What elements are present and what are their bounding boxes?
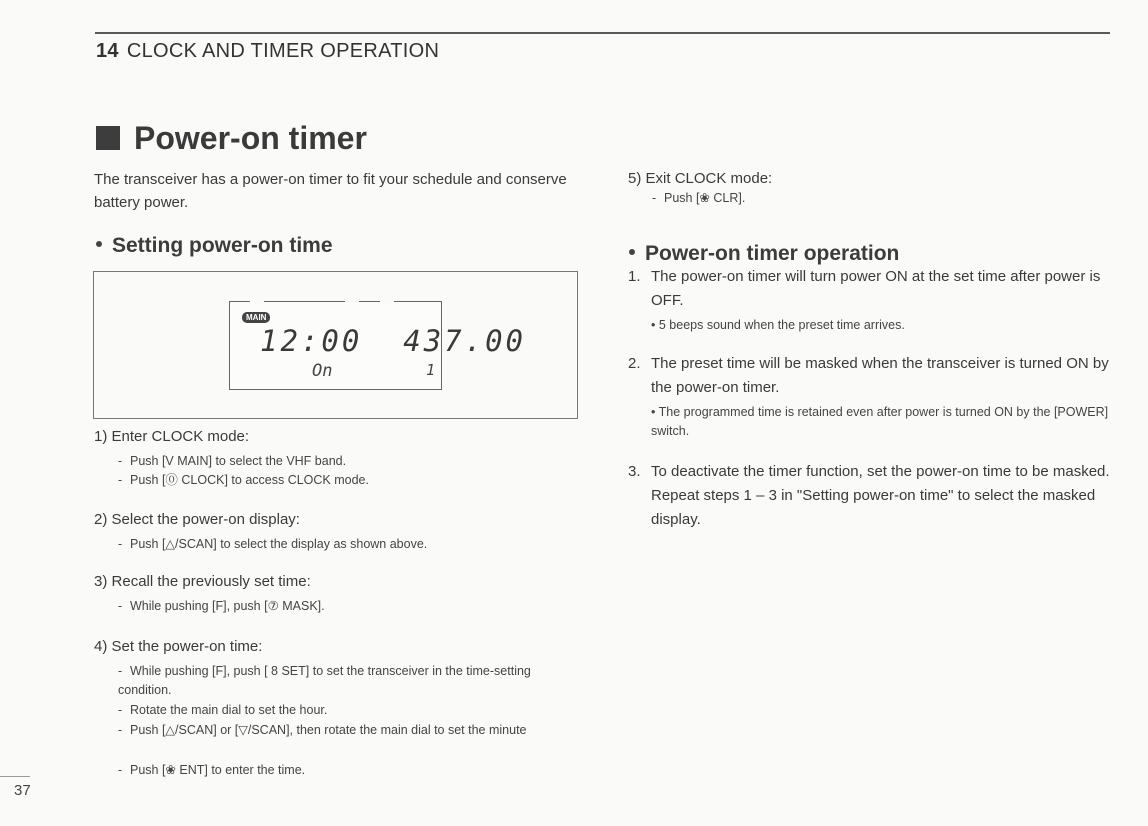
step-title: Exit CLOCK mode: xyxy=(645,170,773,187)
op-item-3-number: 3. xyxy=(628,463,641,480)
op-item-1-text: The power-on timer will turn power ON at the set time after power is OFF. xyxy=(651,268,1101,309)
step-2 xyxy=(94,509,300,531)
step-4-sub-3: - Push [△/SCAN] or [▽/SCAN], then rotate the main dial to set the minute xyxy=(118,723,527,737)
page-number-rule xyxy=(0,776,30,777)
bullet-icon xyxy=(96,241,102,247)
op-item-1-note: • 5 beeps sound when the preset time arrives. xyxy=(651,318,905,332)
setting-heading xyxy=(96,234,333,258)
op-item-3-text: To deactivate the timer function, set the power-on time to be masked. Repeat steps 1 – 3 in "Setting power-on time" to select the masked display. xyxy=(651,463,1110,528)
page-number: 37 xyxy=(14,782,31,799)
step-1-sub-2: - Push [⓪ CLOCK] to access CLOCK mode. xyxy=(118,473,369,487)
intro-paragraph: The transceiver has a power-on timer to fit your schedule and conserve battery power. xyxy=(94,171,567,211)
operation-heading xyxy=(629,242,899,266)
setting-heading-text: Setting power-on time xyxy=(112,234,333,257)
step-number: 4) xyxy=(94,638,108,655)
step-1-sub-1: - Push [V MAIN] to select the VHF band. xyxy=(118,454,347,468)
chapter-header xyxy=(96,40,439,63)
step-4-sub-4: - Push [❀ ENT] to enter the time. xyxy=(118,763,306,777)
step-2-sub-1: - Push [△/SCAN] to select the display as shown above. xyxy=(118,537,428,551)
step-number: 2) xyxy=(94,511,108,528)
step-4 xyxy=(94,636,262,658)
main-badge: MAIN xyxy=(242,312,270,323)
step-5 xyxy=(628,168,772,190)
op-item-1-number: 1. xyxy=(628,268,641,285)
lcd-digits xyxy=(260,324,526,358)
chapter-title: CLOCK AND TIMER OPERATION xyxy=(126,40,440,62)
bullet-icon xyxy=(629,249,635,255)
step-title: Select the power-on display: xyxy=(111,511,300,528)
step-4-sub-2: - Rotate the main dial to set the hour. xyxy=(118,703,328,717)
header-rule xyxy=(95,32,1110,34)
section-title xyxy=(96,120,367,157)
lcd-time: 12:00 xyxy=(260,324,363,358)
step-1 xyxy=(94,426,249,448)
lcd-on-indicator: On xyxy=(312,361,333,381)
step-number: 3) xyxy=(94,573,108,590)
step-number: 5) xyxy=(628,170,642,187)
operation-heading-text: Power-on timer operation xyxy=(645,242,900,265)
op-item-2-text: The preset time will be masked when the transceiver is turned ON by the power-on timer. xyxy=(651,355,1109,396)
step-3 xyxy=(94,571,311,593)
step-title: Recall the previously set time: xyxy=(111,573,311,590)
display-illustration xyxy=(93,271,578,419)
chapter-number: 14 xyxy=(96,40,119,62)
step-title: Enter CLOCK mode: xyxy=(111,428,250,445)
step-number: 1) xyxy=(94,428,108,445)
lcd-display xyxy=(229,301,526,390)
step-5-sub-1: - Push [❀ CLR]. xyxy=(652,191,746,205)
step-4-sub-1: - While pushing [F], push [ 8 SET] to set the transceiver in the time-setting condition. xyxy=(118,664,531,697)
lcd-frequency: 437.00 xyxy=(403,324,526,358)
lcd-channel: 1 xyxy=(426,361,436,379)
op-item-2-number: 2. xyxy=(628,355,641,372)
square-bullet-icon xyxy=(96,126,120,150)
step-3-sub-1: - While pushing [F], push [⑦ MASK]. xyxy=(118,599,325,613)
step-title: Set the power-on time: xyxy=(111,638,263,655)
section-title-text: Power-on timer xyxy=(134,120,367,156)
op-item-2-note: • The programmed time is retained even after power is turned ON by the [POWER] switch. xyxy=(651,405,1109,438)
